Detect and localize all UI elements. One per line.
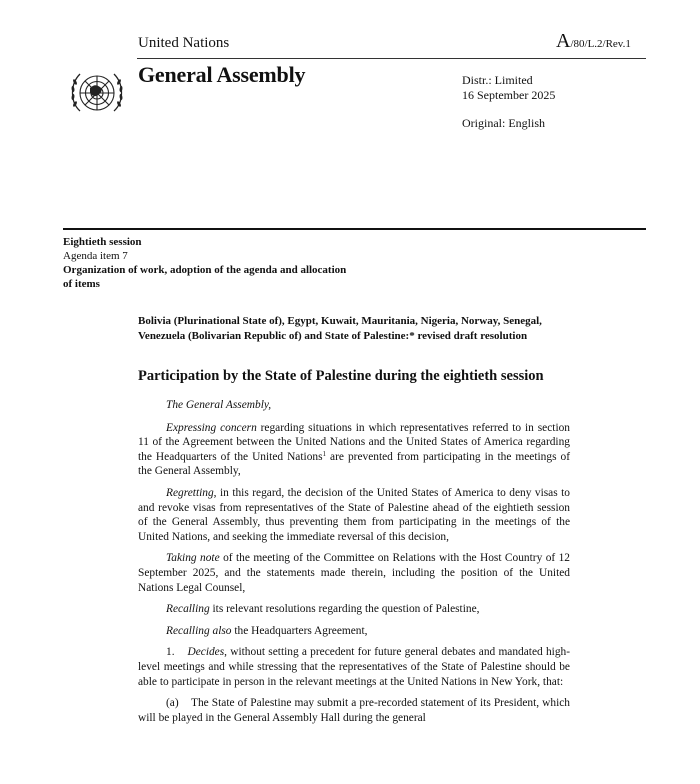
para4-lead: Recalling xyxy=(166,603,210,616)
para2-text: , in this regard, the decision of the United States of America to deny visas to and revoke visas from representatives of the State of Palestine ahead of the eightieth session of the General Assembly, thus preventing them from participating in the meetings of the United Nations, and seeking the immediate reversal of this decision, xyxy=(138,486,570,543)
preamble-paragraph-5 xyxy=(138,624,570,639)
distribution-block xyxy=(462,73,555,103)
agenda-title-line1: Organization of work, adoption of the agenda and allocation xyxy=(63,264,347,276)
session-rule xyxy=(63,228,646,230)
session-block xyxy=(63,235,423,291)
para1-text-a: regarding situations in which representatives referred to in section 11 of the Agreement between the United Nations and the United States of America regarding the Headquarters of the United Nations xyxy=(138,421,570,463)
document-date: 16 September 2025 xyxy=(462,88,556,102)
opening-text: The General Assembly, xyxy=(166,399,272,411)
un-emblem-icon xyxy=(66,64,128,122)
para3-lead: Taking note xyxy=(166,552,220,565)
footnote-marker: 1 xyxy=(322,449,327,458)
agenda-item: Agenda item 7 xyxy=(63,250,128,262)
para6-number: 1. xyxy=(166,646,175,659)
preamble-paragraph-1 xyxy=(138,421,570,479)
preamble-paragraph-4 xyxy=(138,602,570,617)
sponsors-line: Bolivia (Plurinational State of), Egypt, Kuwait, Mauritania, Nigeria, Norway, Senegal, Venezuela (Bolivarian Republic of) and State of Palestine:* revised draft resolution xyxy=(138,315,542,342)
para6-lead: Decides xyxy=(187,646,225,659)
opening-clause xyxy=(138,398,570,413)
resolution-title: Participation by the State of Palestine during the eightieth session xyxy=(138,368,544,384)
para7-number: (a) xyxy=(166,697,179,710)
document-symbol xyxy=(556,30,631,53)
para6-text: , without setting a precedent for future general debates and mandated high-level meetings and while stressing that the representatives of the State of Palestine should be able to participate in person in the relevant meetings at the United Nations in New York, that: xyxy=(138,646,571,688)
para2-lead: Regretting xyxy=(166,486,214,499)
para1-text-b: are prevented from participating in the meetings of the General Assembly, xyxy=(138,450,571,478)
organ-title: General Assembly xyxy=(138,62,306,87)
distribution-status: Distr.: Limited xyxy=(462,73,533,87)
agenda-title-line2: of items xyxy=(63,278,100,290)
para4-text: its relevant resolutions regarding the question of Palestine, xyxy=(209,603,480,616)
preamble-paragraph-3 xyxy=(138,551,570,595)
session-label: Eightieth session xyxy=(63,236,142,248)
operative-subparagraph-a xyxy=(138,696,570,725)
original-language: Original: English xyxy=(462,116,545,130)
para3-text: of the meeting of the Committee on Relations with the Host Country of 12 September 2025, and the statements made therein, including the position of the United Nations Legal Counsel, xyxy=(138,552,570,594)
para7-text: The State of Palestine may submit a pre-recorded statement of its President, which will be played in the General Assembly Hall during the general xyxy=(138,697,571,724)
para1-lead: Expressing concern xyxy=(166,421,257,434)
operative-paragraph-1 xyxy=(138,645,570,689)
document-symbol-prefix: A xyxy=(556,30,571,52)
preamble-paragraph-2 xyxy=(138,486,570,544)
para5-text: the Headquarters Agreement, xyxy=(231,624,368,637)
header-rule xyxy=(137,58,646,59)
resolution-body xyxy=(138,398,570,732)
document-symbol-rest: /80/L.2/Rev.1 xyxy=(570,38,631,50)
para5-lead: Recalling also xyxy=(166,624,232,637)
un-org-name: United Nations xyxy=(138,35,230,51)
